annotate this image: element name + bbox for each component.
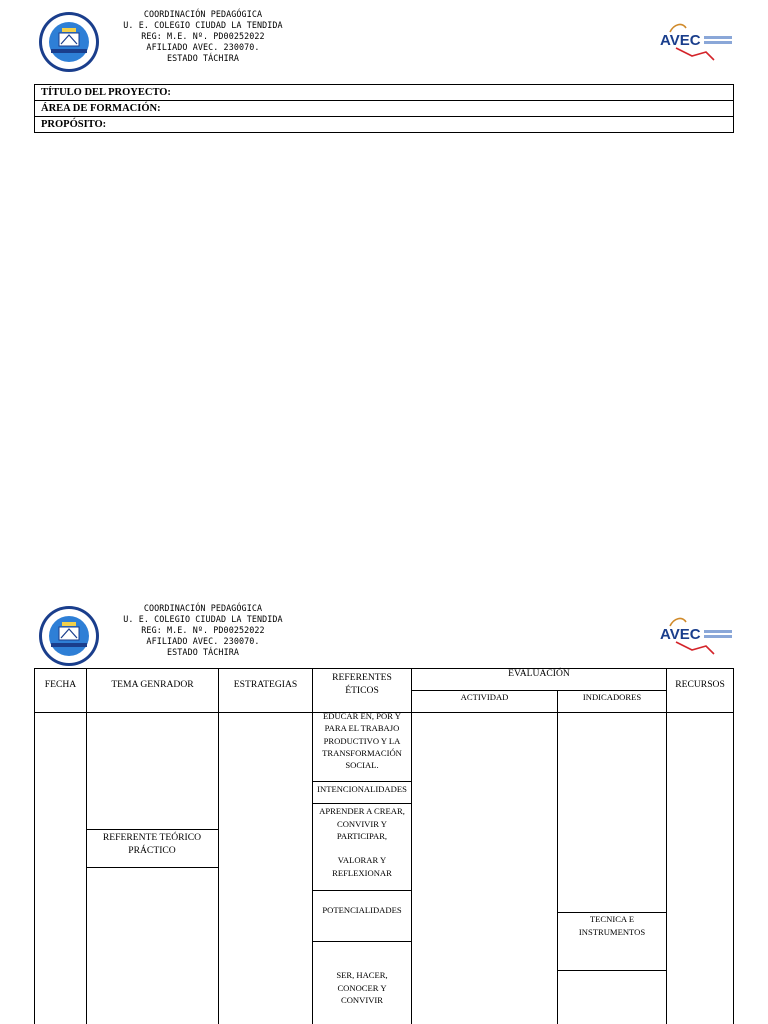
page-header-bottom [0,602,768,662]
ser-hacer-text: SER, HACER, CONOCER Y CONVIVIR [336,970,388,1005]
purpose-field[interactable]: PROPÓSITO: [35,117,734,133]
header-line-coordinacion: COORDINACIÓN PEDAGÓGICA [143,603,263,613]
school-logo [38,605,100,667]
page-header-top [0,8,768,68]
formation-area-field[interactable]: ÁREA DE FORMACIÓN: [35,101,734,117]
header-referentes-eticos: REFERENTES ÉTICOS [332,672,392,696]
school-header-text [103,9,303,64]
tecnica-instrumentos: TECNICA E INSTRUMENTOS [578,914,646,937]
aprender-text: APRENDER A CREAR, CONVIVIR Y PARTICIPAR, [319,806,405,841]
header-actividad: ACTIVIDAD [460,692,509,702]
intencionalidades-label: INTENCIONALIDADES [317,784,407,794]
svg-text:AVEC: AVEC [660,32,701,49]
header-line-colegio: U. E. COLEGIO CIUDAD LA TENDIDA [123,614,283,624]
header-recursos: RECURSOS [675,679,725,690]
header-line-estado: ESTADO TÁCHIRA [167,647,239,657]
header-line-registro: REG: M.E. Nº. PD00252022 [141,625,265,635]
header-fecha: FECHA [44,679,77,690]
potencialidades-label: POTENCIALIDADES [322,905,402,915]
svg-text:AVEC: AVEC [660,626,701,643]
header-tema-generador: TEMA GENRADOR [111,679,194,690]
header-line-afiliado: AFILIADO AVEC. 230070. [146,636,260,646]
header-line-afiliado: AFILIADO AVEC. 230070. [146,42,260,52]
project-info-table [34,84,734,133]
project-title-field[interactable]: TÍTULO DEL PROYECTO: [35,85,734,101]
school-header-text [103,603,303,658]
header-line-coordinacion: COORDINACIÓN PEDAGÓGICA [143,9,263,19]
header-evaluacion: EVALUACIÓN [508,668,570,679]
avec-logo [656,612,736,660]
school-logo [38,11,100,73]
referente-teorico-practico: REFERENTE TEÓRICO PRÁCTICO [102,832,202,856]
header-line-registro: REG: M.E. Nº. PD00252022 [141,31,265,41]
header-line-estado: ESTADO TÁCHIRA [167,53,239,63]
educar-text: EDUCAR EN, POR Y PARA EL TRABAJO PRODUCTIVO Y LA TRANSFORMACIÓN SOCIAL. [322,711,402,771]
header-estrategias: ESTRATEGIAS [233,679,298,690]
valorar-text: VALORAR Y REFLEXIONAR [332,855,392,878]
avec-logo [656,18,736,66]
header-indicadores: INDICADORES [582,692,642,702]
header-line-colegio: U. E. COLEGIO CIUDAD LA TENDIDA [123,20,283,30]
